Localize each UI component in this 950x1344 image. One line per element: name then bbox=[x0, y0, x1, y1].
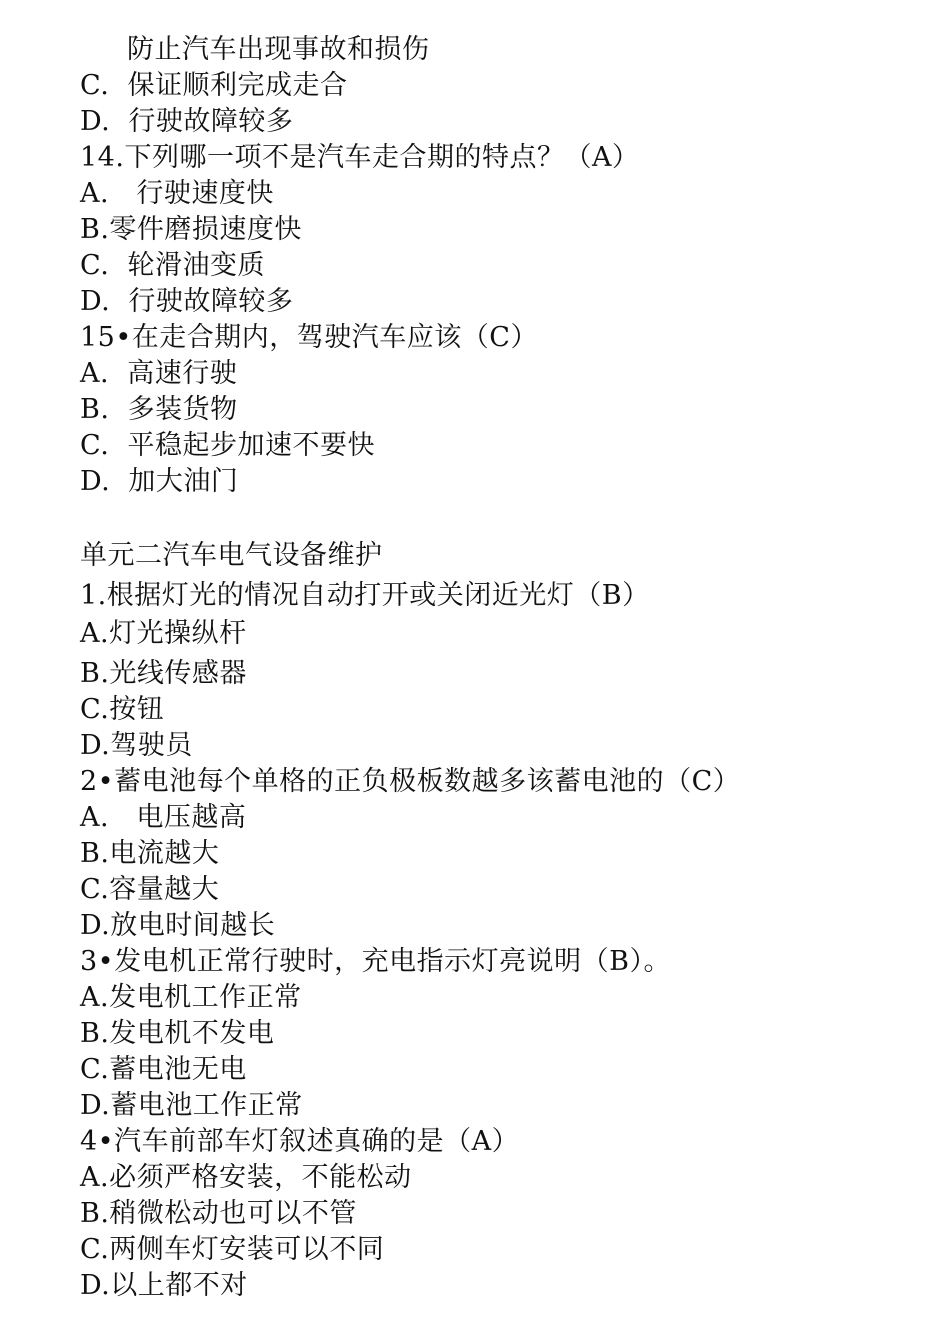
q14-option-b: B.零件磨损速度快 bbox=[80, 214, 302, 245]
q15-option-b: B. 多装货物 bbox=[80, 394, 238, 425]
question-14: 14.下列哪一项不是汽车走合期的特点？（A） bbox=[80, 142, 640, 173]
question-4: 4•汽车前部车灯叙述真确的是（A） bbox=[80, 1126, 520, 1157]
q3-option-d: D.蓄电池工作正常 bbox=[80, 1090, 303, 1121]
q14-option-d: D. 行驶故障较多 bbox=[80, 286, 294, 317]
q2-option-b: B.电流越大 bbox=[80, 838, 220, 869]
q2-option-d: D.放电时间越长 bbox=[80, 910, 276, 941]
q3-option-b: B.发电机不发电 bbox=[80, 1018, 275, 1049]
q14-option-a: A. 行驶速度快 bbox=[80, 178, 274, 209]
q1-option-c: C.按钮 bbox=[80, 694, 165, 725]
question-1: 1.根据灯光的情况自动打开或关闭近光灯（B） bbox=[80, 580, 650, 611]
text-line-continuation: 防止汽车出现事故和损伤 bbox=[127, 34, 430, 65]
q13-option-d: D. 行驶故障较多 bbox=[80, 106, 294, 137]
q13-option-c: C. 保证顺利完成走合 bbox=[80, 70, 348, 101]
question-3: 3•发电机正常行驶时，充电指示灯亮说明（B）。 bbox=[80, 946, 671, 977]
q1-option-b: B.光线传感器 bbox=[80, 658, 247, 689]
q3-option-a: A.发电机工作正常 bbox=[80, 982, 302, 1013]
section-heading-unit-2: 单元二汽车电气设备维护 bbox=[80, 540, 383, 571]
q4-option-a: A.必须严格安装，不能松动 bbox=[80, 1162, 412, 1193]
q4-option-b: B.稍微松动也可以不管 bbox=[80, 1198, 357, 1229]
q14-option-c: C. 轮滑油变质 bbox=[80, 250, 265, 281]
q1-option-d: D.驾驶员 bbox=[80, 730, 193, 761]
q15-option-c: C. 平稳起步加速不要快 bbox=[80, 430, 375, 461]
q4-option-c: C.两侧车灯安装可以不同 bbox=[80, 1234, 385, 1265]
q15-option-a: A. 高速行驶 bbox=[80, 358, 238, 389]
q3-option-c: C.蓄电池无电 bbox=[80, 1054, 247, 1085]
question-15: 15•在走合期内，驾驶汽车应该（C） bbox=[80, 322, 538, 353]
q2-option-c: C.容量越大 bbox=[80, 874, 220, 905]
question-2: 2•蓄电池每个单格的正负极板数越多该蓄电池的（C） bbox=[80, 766, 741, 797]
q4-option-d: D.以上都不对 bbox=[80, 1270, 248, 1301]
q1-option-a: A.灯光操纵杆 bbox=[80, 618, 247, 649]
q2-option-a: A. 电压越高 bbox=[80, 802, 247, 833]
q15-option-d: D. 加大油门 bbox=[80, 466, 239, 497]
